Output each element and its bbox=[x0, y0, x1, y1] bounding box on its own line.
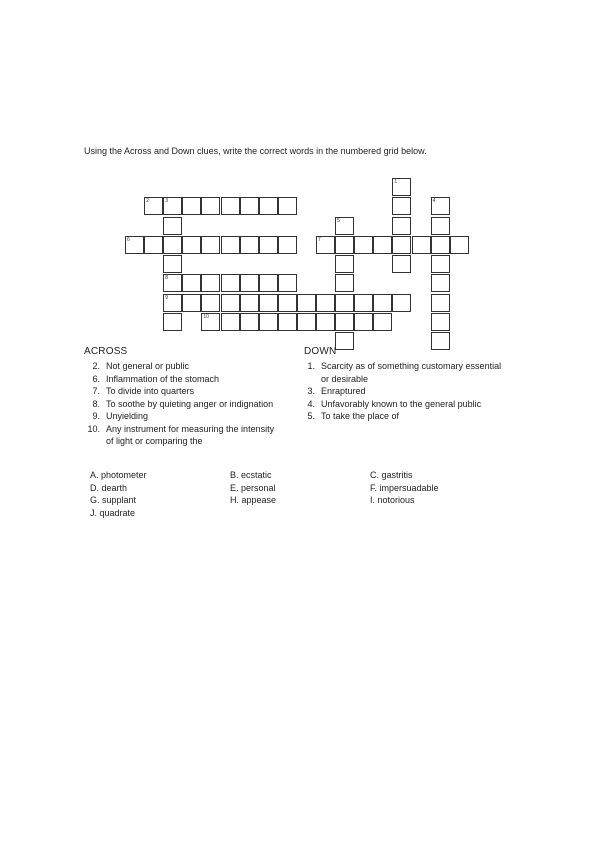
down-clue: 3. Enraptured bbox=[307, 386, 366, 396]
grid-cell[interactable] bbox=[431, 255, 450, 273]
word-bank-item: H. appease bbox=[230, 495, 277, 505]
grid-cell[interactable] bbox=[163, 217, 182, 235]
grid-cell[interactable] bbox=[431, 217, 450, 235]
word-bank bbox=[90, 469, 520, 519]
down-clues bbox=[299, 360, 509, 423]
grid-cell[interactable] bbox=[354, 236, 373, 254]
instructions: Using the Across and Down clues, write the correct words in the numbered grid below. bbox=[84, 146, 427, 156]
grid-cell[interactable] bbox=[259, 313, 278, 331]
grid-cell[interactable] bbox=[335, 274, 354, 292]
word-bank-row bbox=[90, 482, 520, 495]
grid-cell[interactable] bbox=[221, 274, 240, 292]
word-bank-row bbox=[90, 507, 520, 520]
grid-cell[interactable] bbox=[335, 236, 354, 254]
grid-cell[interactable] bbox=[354, 294, 373, 312]
grid-cell[interactable] bbox=[240, 236, 259, 254]
grid-cell[interactable] bbox=[392, 197, 411, 215]
cell-number: 6 bbox=[127, 236, 130, 243]
word-bank-item: J. quadrate bbox=[90, 507, 136, 518]
grid-cell[interactable] bbox=[163, 255, 182, 273]
across-clue: 8. To soothe by quieting anger or indignation bbox=[92, 398, 274, 409]
grid-cell[interactable] bbox=[221, 294, 240, 312]
across-clues bbox=[84, 360, 284, 448]
grid-cell[interactable] bbox=[221, 313, 240, 331]
grid-cell[interactable] bbox=[412, 236, 431, 254]
grid-cell[interactable] bbox=[278, 197, 297, 215]
grid-cell[interactable] bbox=[259, 197, 278, 215]
grid-cell[interactable] bbox=[182, 236, 201, 254]
grid-cell[interactable] bbox=[278, 313, 297, 331]
cell-number: 10 bbox=[203, 313, 209, 320]
word-bank-item: I. notorious bbox=[370, 495, 415, 505]
grid-cell[interactable] bbox=[297, 294, 316, 312]
across-clue: 7. To divide into quarters bbox=[92, 386, 195, 396]
across-clue: 2. Not general or public bbox=[92, 361, 190, 371]
grid-cell[interactable] bbox=[392, 294, 411, 312]
grid-cell[interactable] bbox=[182, 274, 201, 292]
down-heading: DOWN bbox=[304, 346, 337, 357]
grid-cell[interactable] bbox=[431, 332, 450, 350]
across-clue: 6. Inflammation of the stomach bbox=[92, 373, 220, 384]
grid-cell[interactable] bbox=[259, 274, 278, 292]
grid-cell[interactable] bbox=[201, 294, 220, 312]
grid-cell[interactable] bbox=[392, 217, 411, 235]
grid-cell[interactable] bbox=[431, 274, 450, 292]
grid-cell[interactable] bbox=[144, 197, 163, 215]
word-bank-item: F. impersuadable bbox=[370, 482, 439, 493]
grid-cell[interactable] bbox=[201, 197, 220, 215]
grid-cell[interactable] bbox=[163, 274, 182, 292]
grid-cell[interactable] bbox=[431, 197, 450, 215]
grid-cell[interactable] bbox=[431, 236, 450, 254]
cell-number: 1 bbox=[394, 179, 398, 185]
across-clue: 9. Unyielding bbox=[92, 411, 149, 421]
grid-cell[interactable] bbox=[316, 236, 335, 254]
grid-cell[interactable] bbox=[240, 313, 259, 331]
grid-cell[interactable] bbox=[182, 197, 201, 215]
grid-cell[interactable] bbox=[392, 178, 411, 196]
grid-cell[interactable] bbox=[335, 313, 354, 331]
grid-cell[interactable] bbox=[392, 236, 411, 254]
grid-cell[interactable] bbox=[201, 274, 220, 292]
cell-number: 9 bbox=[165, 294, 168, 301]
grid-cell[interactable] bbox=[335, 294, 354, 312]
grid-cell[interactable] bbox=[392, 255, 411, 273]
grid-cell[interactable] bbox=[163, 197, 182, 215]
grid-cell[interactable] bbox=[373, 236, 392, 254]
grid-cell[interactable] bbox=[182, 294, 201, 312]
grid-cell[interactable] bbox=[335, 217, 354, 235]
down-clue: 4. Unfavorably known to the general public bbox=[307, 398, 482, 409]
cell-number: 3 bbox=[165, 198, 168, 205]
cell-number: 5 bbox=[337, 217, 340, 224]
grid-cell[interactable] bbox=[201, 313, 220, 331]
grid-cell[interactable] bbox=[259, 294, 278, 312]
grid-cell[interactable] bbox=[278, 274, 297, 292]
grid-cell[interactable] bbox=[278, 294, 297, 312]
word-bank-row bbox=[90, 469, 520, 482]
cell-number: 8 bbox=[165, 275, 168, 282]
word-bank-item: A. photometer bbox=[90, 470, 147, 480]
grid-cell[interactable] bbox=[144, 236, 163, 254]
down-clue: 5. To take the place of bbox=[307, 411, 400, 421]
grid-cell[interactable] bbox=[316, 294, 335, 312]
grid-cell[interactable] bbox=[240, 197, 259, 215]
word-bank-item: G. supplant bbox=[90, 495, 137, 505]
grid-cell[interactable] bbox=[335, 332, 354, 350]
word-bank-row bbox=[90, 494, 520, 507]
grid-cell[interactable] bbox=[240, 294, 259, 312]
across-heading: ACROSS bbox=[84, 346, 128, 357]
grid-cell[interactable] bbox=[125, 236, 144, 254]
grid-cell[interactable] bbox=[163, 313, 182, 331]
word-bank-item: B. ecstatic bbox=[230, 470, 272, 480]
cell-number: 7 bbox=[318, 236, 321, 243]
grid-cell[interactable] bbox=[240, 274, 259, 292]
grid-cell[interactable] bbox=[259, 236, 278, 254]
grid-cell[interactable] bbox=[450, 236, 469, 254]
word-bank-item: E. personal bbox=[230, 482, 276, 493]
grid-cell[interactable] bbox=[431, 313, 450, 331]
cell-number: 4 bbox=[432, 198, 436, 205]
grid-cell[interactable] bbox=[316, 313, 335, 331]
grid-cell[interactable] bbox=[431, 294, 450, 312]
grid-cell[interactable] bbox=[354, 313, 373, 331]
grid-cell[interactable] bbox=[373, 313, 392, 331]
grid-cell[interactable] bbox=[221, 236, 240, 254]
grid-cell[interactable] bbox=[297, 313, 316, 331]
word-bank-item: D. dearth bbox=[90, 482, 128, 493]
grid-cell[interactable] bbox=[163, 294, 182, 312]
across-clue: 10. Any instrument for measuring the intensity of light or comparing the bbox=[87, 423, 275, 446]
word-bank-item: C. gastritis bbox=[370, 470, 413, 480]
grid-cell[interactable] bbox=[278, 236, 297, 254]
grid-cell[interactable] bbox=[221, 197, 240, 215]
grid-cell[interactable] bbox=[373, 294, 392, 312]
grid-cell[interactable] bbox=[163, 236, 182, 254]
cell-number: 2 bbox=[146, 198, 149, 205]
down-clue: 1. Scarcity as of something customary essential or desirable bbox=[307, 361, 502, 384]
grid-cell[interactable] bbox=[201, 236, 220, 254]
grid-cell[interactable] bbox=[335, 255, 354, 273]
